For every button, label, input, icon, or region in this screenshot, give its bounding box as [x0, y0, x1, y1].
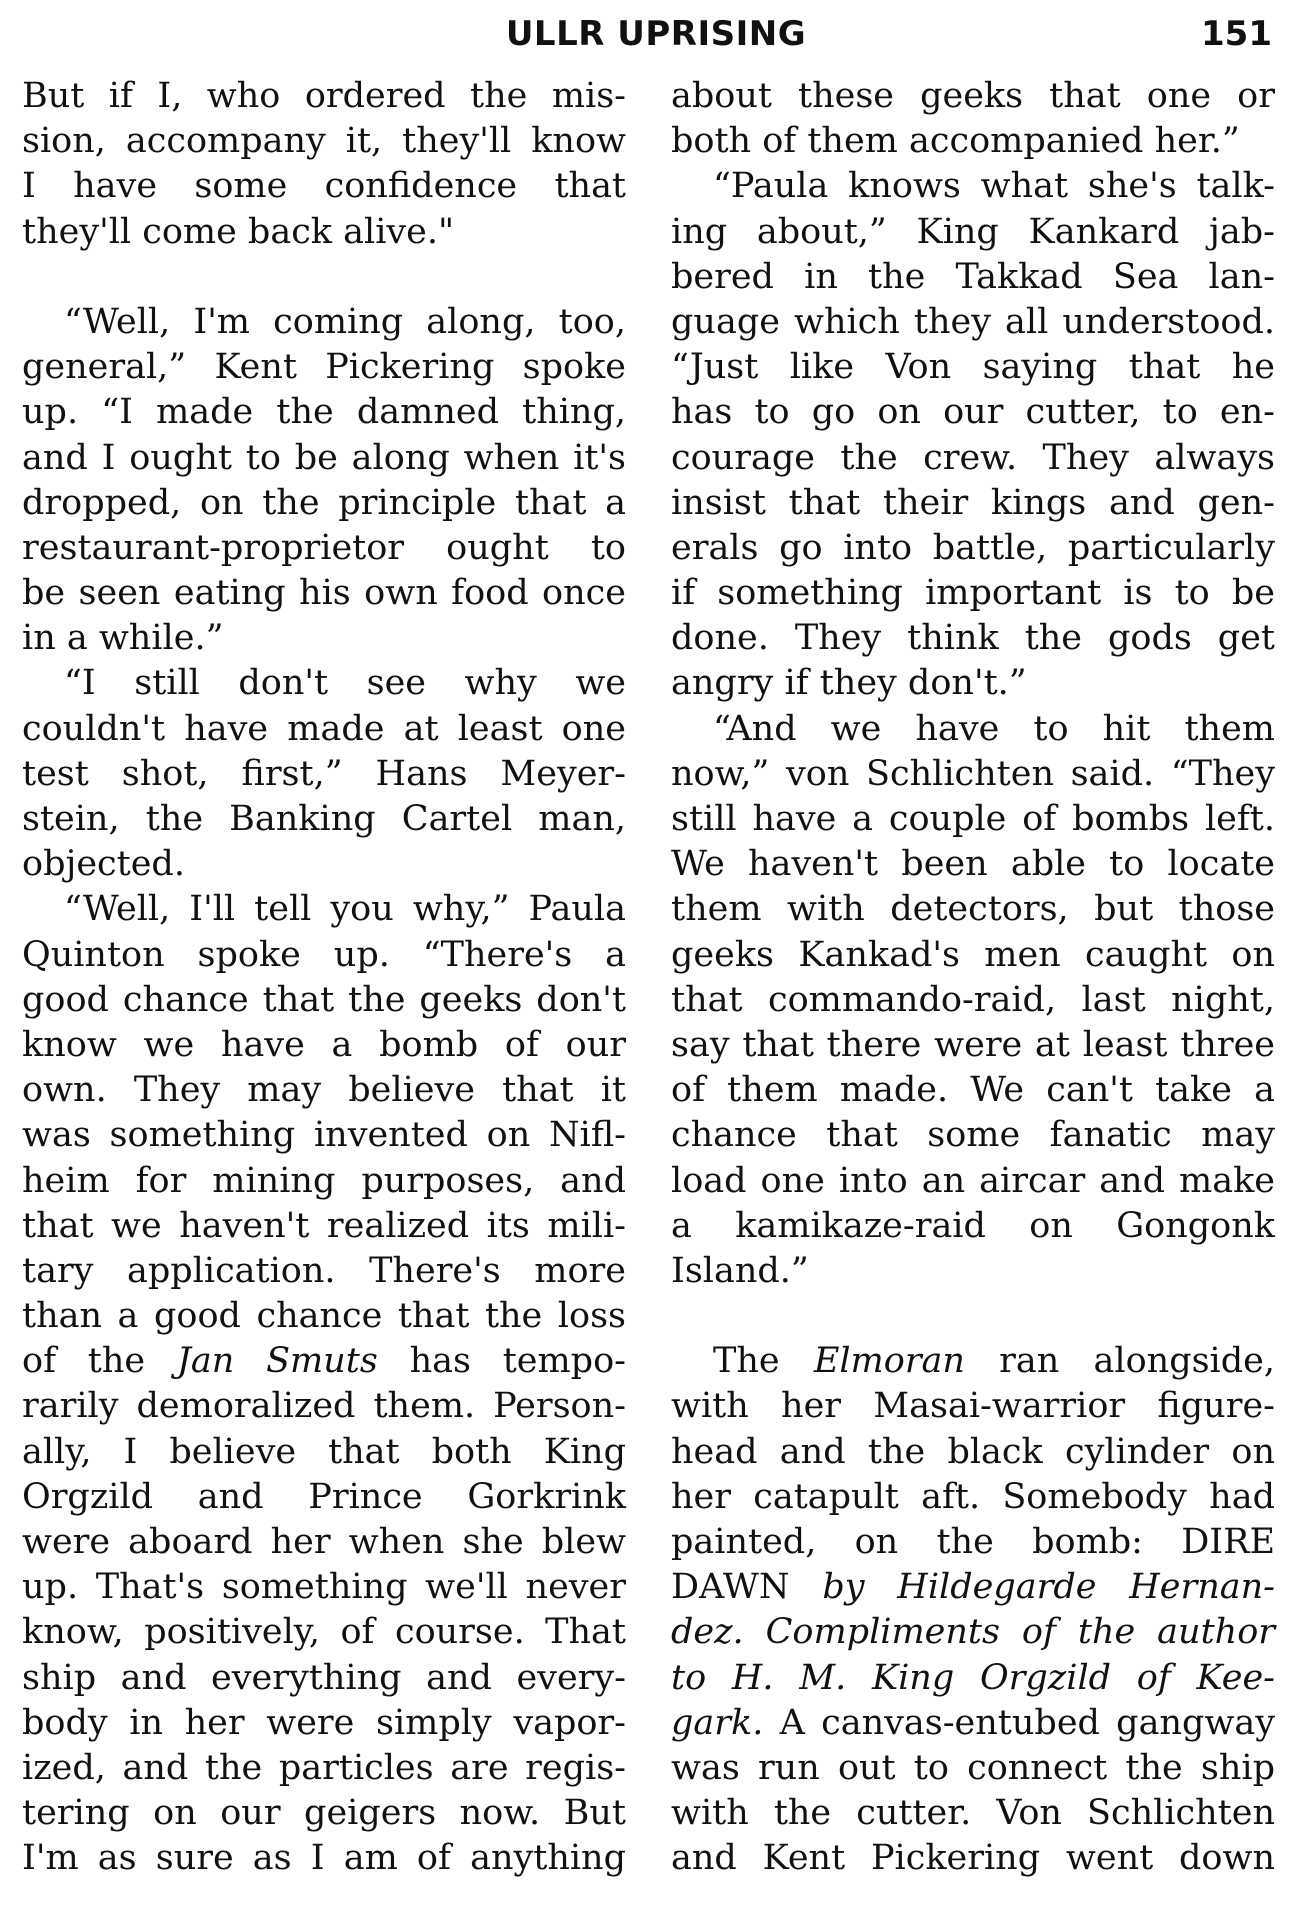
text-line: her catapult aft. Somebody had	[671, 1476, 1275, 1517]
text-line: rarily demoralized them. Person-	[22, 1386, 626, 1427]
text-line: up. “I made the damned thing,	[22, 392, 626, 433]
text-line	[671, 1610, 1275, 1655]
text-line: that we haven't realized its mili-	[22, 1205, 626, 1246]
left-column	[22, 74, 626, 1882]
text-line: than a good chance that the loss	[22, 1296, 626, 1337]
italic-text: to H. M. King Orgzild of Kee-	[671, 1657, 1275, 1698]
text-line: bered in the Takkad Sea lan-	[671, 256, 1275, 297]
text-line: were aboard her when she blew	[22, 1522, 626, 1562]
text-line: and I ought to be along when it's	[22, 437, 626, 478]
text-line: “Well, I'm coming along, too,	[64, 301, 626, 342]
text-line: load one into an aircar and make	[671, 1160, 1275, 1201]
text-line: Orgzild and Prince Gorkrink	[22, 1476, 626, 1517]
text-line: ing about,” King Kankard jab-	[671, 211, 1275, 252]
text-line: they'll come back alive."	[22, 211, 455, 252]
page-header	[0, 14, 1312, 58]
text-line: “Just like Von saying that he	[671, 347, 1275, 388]
text-line: restaurant-proprietor ought to	[22, 527, 626, 568]
paragraph-gap	[22, 255, 626, 300]
italic-text: gark.	[671, 1702, 764, 1743]
text-line: both of them accompanied her.”	[671, 121, 1240, 162]
text-line: still have a couple of bombs left.	[671, 799, 1275, 839]
text-line: was something invented on Nifl-	[22, 1115, 626, 1156]
text-line: gark. A canvas-entubed gangway	[671, 1702, 1275, 1743]
text-line: own. They may believe that it	[22, 1070, 626, 1111]
text-line: painted, on the bomb: DIRE	[671, 1522, 1275, 1562]
text-line: chance that some fanatic may	[671, 1115, 1275, 1156]
text-line: say that there were at least three	[671, 1024, 1275, 1065]
text-line: know we have a bomb of our	[22, 1024, 626, 1065]
text-line: “And we have to hit them	[713, 708, 1275, 749]
text-line: “Paula knows what she's talk-	[713, 166, 1275, 207]
text-line: head and the black cylinder on	[671, 1431, 1275, 1472]
text-line: The Elmoran ran alongside,	[713, 1341, 1275, 1382]
text-line: up. That's something we'll never	[22, 1567, 626, 1608]
text-line: ship and everything and every-	[22, 1657, 626, 1698]
text-line: But if I, who ordered the mis-	[22, 76, 626, 116]
text-line: dropped, on the principle that a	[22, 482, 626, 523]
text-line: erals go into battle, particularly	[671, 527, 1275, 568]
text-line: of them made. We can't take a	[671, 1070, 1275, 1111]
text-line: body in her were simply vapor-	[22, 1702, 626, 1743]
text-line: tering on our geigers now. But	[22, 1793, 626, 1834]
text-line: couldn't have made at least one	[22, 708, 626, 749]
text-line: them with detectors, but those	[671, 889, 1275, 930]
text-line: insist that their kings and gen-	[671, 482, 1275, 523]
paragraph-gap	[671, 1294, 1275, 1339]
text-line: with her Masai-warrior figure-	[671, 1386, 1275, 1427]
text-line: courage the crew. They always	[671, 437, 1275, 478]
italic-text: by Hildegarde Hernan-	[822, 1567, 1275, 1608]
text-line: sion, accompany it, they'll know	[22, 121, 626, 162]
italic-text: dez. Compliments of the author	[671, 1612, 1275, 1653]
text-line: We haven't been able to locate	[671, 844, 1275, 885]
text-line: Island.”	[671, 1250, 809, 1291]
italic-text: Elmoran	[813, 1341, 965, 1382]
text-line: angry if they don't.”	[671, 663, 1027, 704]
text-line: about these geeks that one or	[671, 76, 1275, 116]
text-line: stein, the Banking Cartel man,	[22, 799, 626, 839]
text-line: done. They think the gods get	[671, 618, 1275, 659]
right-column	[671, 74, 1275, 1882]
text-line: ized, and the particles are regis-	[22, 1747, 626, 1788]
text-line: DAWN by Hildegarde Hernan-	[671, 1567, 1275, 1608]
text-line: know, positively, of course. That	[22, 1612, 626, 1653]
text-line: in a while.”	[22, 618, 224, 659]
text-line: now,” von Schlichten said. “They	[671, 753, 1275, 794]
text-line: good chance that the geeks don't	[22, 979, 626, 1020]
text-line: be seen eating his own food once	[22, 573, 626, 614]
text-line: a kamikaze-raid on Gongonk	[671, 1205, 1275, 1246]
text-line: general,” Kent Pickering spoke	[22, 347, 626, 388]
text-line: “I still don't see why we	[64, 663, 626, 704]
running-title: ULLR UPRISING	[505, 14, 807, 54]
text-line: geeks Kankad's men caught on	[671, 934, 1275, 975]
text-line: heim for mining purposes, and	[22, 1160, 626, 1201]
italic-text: Jan Smuts	[176, 1341, 378, 1382]
text-line: objected.	[22, 844, 185, 885]
text-line: of the Jan Smuts has tempo-	[22, 1341, 626, 1382]
text-line: has to go on our cutter, to en-	[671, 392, 1275, 433]
text-line: I have some confidence that	[22, 166, 626, 207]
text-line	[671, 1656, 1275, 1701]
text-line: if something important is to be	[671, 573, 1275, 614]
page-number: 151	[1201, 14, 1272, 54]
text-line: test shot, first,” Hans Meyer-	[22, 753, 626, 794]
text-line: “Well, I'll tell you why,” Paula	[64, 889, 626, 930]
text-line: guage which they all understood.	[671, 301, 1275, 342]
text-line: tary application. There's more	[22, 1250, 626, 1291]
text-line: and Kent Pickering went down	[671, 1838, 1275, 1879]
text-line: ally, I believe that both King	[22, 1431, 626, 1472]
text-line: Quinton spoke up. “There's a	[22, 934, 626, 975]
text-line: was run out to connect the ship	[671, 1747, 1275, 1788]
text-line: I'm as sure as I am of anything	[22, 1838, 626, 1879]
text-line: with the cutter. Von Schlichten	[671, 1793, 1275, 1834]
text-line: that commando-raid, last night,	[671, 979, 1275, 1020]
